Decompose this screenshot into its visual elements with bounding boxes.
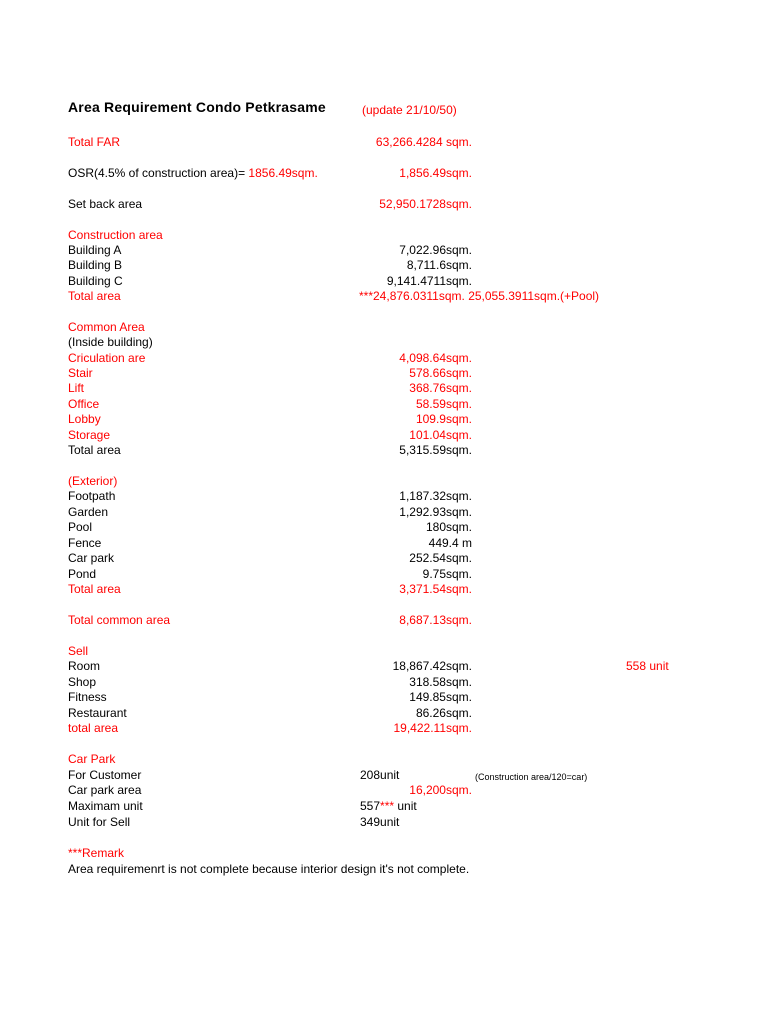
- sell-row-label: Fitness: [68, 690, 107, 704]
- total-common-value: 8,687.13sqm.: [399, 613, 472, 627]
- sell-row-label: Restaurant: [68, 706, 127, 720]
- osr-inline-value: 1856.49sqm.: [248, 166, 318, 180]
- page-title: Area Requirement Condo Petkrasame: [68, 99, 326, 115]
- sell-row-label: Room: [68, 659, 101, 673]
- total-common-label: Total common area: [68, 613, 171, 627]
- sell-row-value: 18,867.42sqm.: [392, 659, 472, 673]
- exterior-row-label: Garden: [68, 505, 109, 519]
- sell-row-value: 149.85sqm.: [409, 690, 472, 704]
- update-note: (update 21/10/50): [362, 103, 457, 117]
- common-subheading: (Inside building): [68, 335, 153, 349]
- exterior-total-value: 3,371.54sqm.: [399, 582, 472, 596]
- exterior-total-label: Total area: [68, 582, 121, 596]
- construction-total-label: Total area: [68, 289, 121, 303]
- common-row-value: 578.66sqm.: [409, 366, 472, 380]
- common-row-label: Lift: [68, 381, 85, 395]
- exterior-row-value: 9.75sqm.: [422, 567, 472, 581]
- exterior-heading: (Exterior): [68, 474, 118, 488]
- carpark-sell-label: Unit for Sell: [68, 815, 131, 829]
- common-row-label: Lobby: [68, 412, 101, 426]
- remark-heading: ***Remark: [68, 846, 125, 860]
- sell-total-value: 19,422.11sqm.: [393, 721, 472, 735]
- common-row-label: Storage: [68, 428, 111, 442]
- common-row-value: 4,098.64sqm.: [399, 351, 472, 365]
- exterior-row-value: 180sqm.: [425, 520, 472, 534]
- carpark-max-value: 557: [360, 799, 381, 813]
- setback-label: Set back area: [68, 197, 143, 211]
- construction-row-value: 8,711.6sqm.: [406, 258, 472, 272]
- sell-total-label: total area: [68, 721, 119, 735]
- exterior-row-label: Footpath: [68, 489, 116, 503]
- common-total-value: 5,315.59sqm.: [399, 443, 472, 457]
- construction-row-label: Building A: [68, 243, 122, 257]
- construction-row-label: Building C: [68, 274, 123, 288]
- osr-row-label: [68, 166, 318, 180]
- exterior-row-label: Pool: [68, 520, 93, 534]
- carpark-max-value-row: [360, 799, 417, 813]
- common-total-label: Total area: [68, 443, 121, 457]
- construction-row-value: 9,141.4711sqm.: [386, 274, 472, 288]
- carpark-heading: Car Park: [68, 752, 116, 766]
- carpark-customer-value: 208unit: [360, 768, 400, 782]
- sell-row-value: 318.58sqm.: [409, 675, 472, 689]
- common-row-value: 58.59sqm.: [415, 397, 472, 411]
- sell-row-label: Shop: [68, 675, 97, 689]
- exterior-row-value: 1,292.93sqm.: [399, 505, 472, 519]
- carpark-customer-note: (Construction area/120=car): [475, 772, 588, 782]
- common-row-value: 101.04sqm.: [409, 428, 472, 442]
- construction-heading: Construction area: [68, 228, 163, 242]
- carpark-max-unit: unit: [394, 799, 417, 813]
- common-heading: Common Area: [68, 320, 145, 334]
- room-units: 558 unit: [626, 659, 669, 673]
- exterior-row-label: Car park: [68, 551, 115, 565]
- carpark-customer-label: For Customer: [68, 768, 142, 782]
- carpark-area-value: 16,200sqm.: [409, 783, 472, 797]
- osr-label: OSR(4.5% of construction area)=: [68, 166, 249, 180]
- common-row-label: Stair: [68, 366, 93, 380]
- exterior-row-label: Pond: [68, 567, 97, 581]
- carpark-sell-value: 349unit: [360, 815, 400, 829]
- common-row-value: 109.9sqm.: [415, 412, 472, 426]
- common-row-label: Criculation are: [68, 351, 146, 365]
- construction-row-label: Building B: [68, 258, 123, 272]
- remark-text: Area requiremenrt is not complete because interior design it's not complete.: [68, 862, 470, 876]
- total-far-label: Total FAR: [68, 135, 121, 149]
- setback-value: 52,950.1728sqm.: [379, 197, 472, 211]
- construction-row-value: 7,022.96sqm.: [399, 243, 472, 257]
- carpark-area-label: Car park area: [68, 783, 142, 797]
- common-row-value: 368.76sqm.: [409, 381, 472, 395]
- exterior-row-value: 252.54sqm.: [409, 551, 472, 565]
- carpark-max-label: Maximam unit: [68, 799, 143, 813]
- exterior-row-value: 449.4 m: [428, 536, 472, 550]
- common-row-label: Office: [68, 397, 100, 411]
- osr-value: 1,856.49sqm.: [399, 166, 472, 180]
- construction-total-value: ***24,876.0311sqm. 25,055.3911sqm.(+Pool): [359, 289, 600, 303]
- total-far-value: 63,266.4284 sqm.: [375, 135, 472, 149]
- sell-row-value: 86.26sqm.: [415, 706, 472, 720]
- carpark-max-stars: ***: [380, 799, 395, 813]
- exterior-row-label: Fence: [68, 536, 102, 550]
- exterior-row-value: 1,187.32sqm.: [399, 489, 472, 503]
- sell-heading: Sell: [68, 644, 89, 658]
